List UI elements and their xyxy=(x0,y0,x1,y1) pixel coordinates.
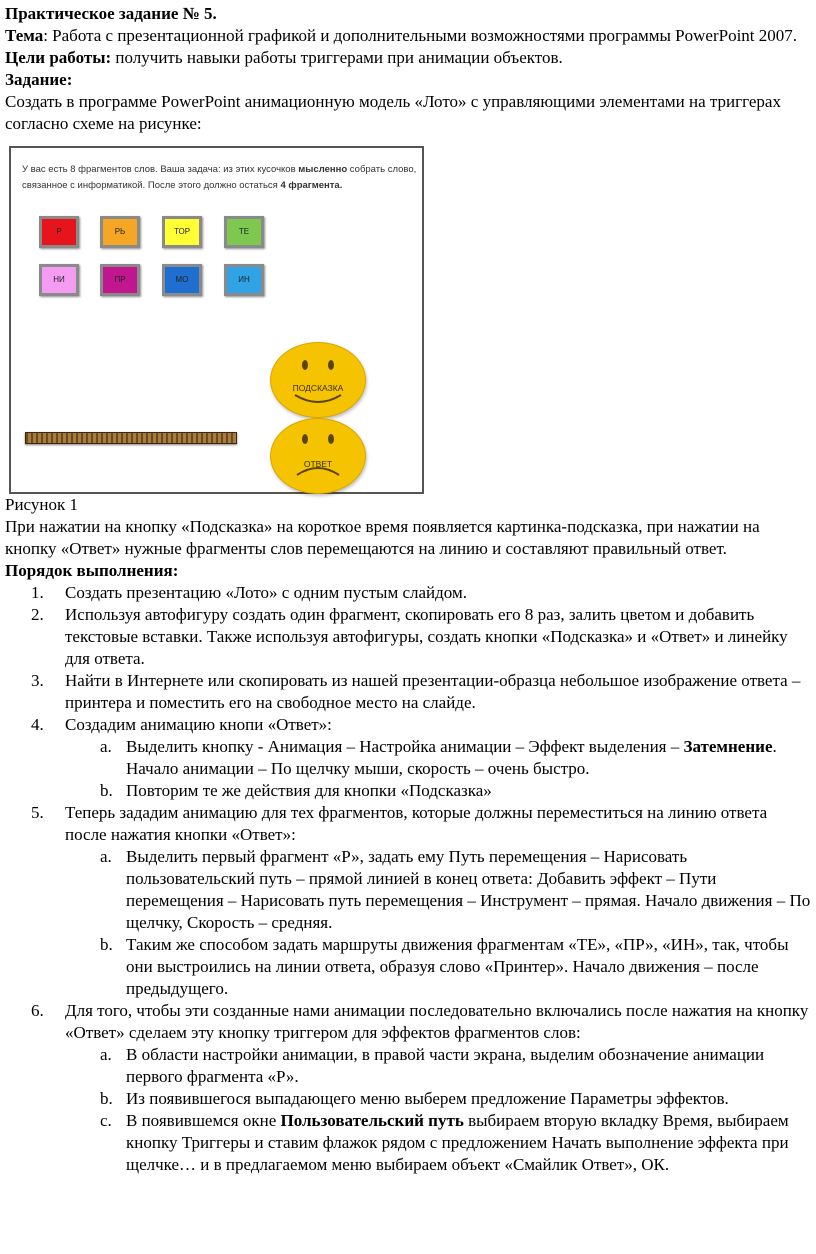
step-item: Используя автофигуру создать один фрагмент, скопировать его 8 раз, залить цветом и добавить текстовые вставки. Также используя автофигуры, создать кнопки «Подсказка» и «Ответ» и линейку для ответа. xyxy=(65,605,788,668)
task-text: Создать в программе PowerPoint анимационную модель «Лото» с управляющими элементами на триггерах согласно схеме на рисунке: xyxy=(5,92,781,133)
topic-label: Тема xyxy=(5,26,44,45)
slide-text-bold: 4 фрагмента. xyxy=(280,180,343,191)
substep-bold: Затемнение xyxy=(683,737,773,756)
hint-label: ПОДСКАЗКА xyxy=(292,383,344,393)
substep-text: выбираем вторую вкладку Время, выбираем кнопку Триггеры и ставим флажок рядом с предложением Начать выполнение эффекта при щелчке… и в предлагаемом меню выбираем объект «Смайлик Ответ», ОК. xyxy=(126,1111,789,1174)
substep-text: Выделить кнопку - Анимация – Настройка анимации – Эффект выделения – xyxy=(126,737,684,756)
answer-smiley-button[interactable] xyxy=(270,418,366,494)
step-text: Теперь зададим анимацию для тех фрагментов, которые должны переместиться на линию ответа после нажатия кнопки «Ответ»: xyxy=(65,803,768,844)
document-page xyxy=(5,3,811,1176)
hint-smiley-button[interactable] xyxy=(270,342,366,418)
step-item xyxy=(65,714,811,802)
step-item xyxy=(65,1000,811,1176)
answer-ruler xyxy=(25,432,237,444)
step-text: Создадим анимацию кнопи «Ответ»: xyxy=(65,715,332,734)
substep-text: . Начало анимации – По щелчку мыши, скорость – очень быстро. xyxy=(126,737,777,778)
word-fragment-tile: ПР xyxy=(100,264,140,296)
goal-text: получить навыки работы триггерами при анимации объектов. xyxy=(111,48,563,67)
task-label: Задание: xyxy=(5,70,73,89)
substep-item: Выделить первый фрагмент «Р», задать ему Путь перемещения – Нарисовать пользовательский путь – прямой линией в конец ответа: Добавить эффект – Пути перемещения – Нарисовать путь перемещения – Инструмент – прямая. Начало движения – По щелчку, Скорость – средняя. xyxy=(126,847,811,932)
word-fragment-tile: РЬ xyxy=(100,216,140,248)
loto-slide-figure xyxy=(9,146,424,494)
word-fragment-tile: ТОР xyxy=(162,216,202,248)
substep-item: В области настройки анимации, в правой части экрана, выделим обозначение анимации первого фрагмента «Р». xyxy=(126,1045,765,1086)
slide-instruction-text xyxy=(22,162,417,194)
slide-text-part: собрать слово, связанное с информатикой. После этого должно остаться xyxy=(22,164,417,191)
substep-item xyxy=(126,736,811,780)
substep-bold: Пользовательский путь xyxy=(280,1111,464,1130)
word-fragment-tile: МО xyxy=(162,264,202,296)
goal-line xyxy=(5,47,811,69)
word-fragment-tile: ТЕ xyxy=(224,216,264,248)
step-item xyxy=(65,802,811,1000)
substep-item: Повторим те же действия для кнопки «Подсказка» xyxy=(126,781,492,800)
slide-text-bold: мысленно xyxy=(298,164,348,175)
word-fragment-tile: НИ xyxy=(39,264,79,296)
step-text: Для того, чтобы эти созданные нами анимации последовательно включались после нажатия на кнопку «Ответ» сделаем эту кнопку триггером для эффектов фрагментов слов: xyxy=(65,1001,809,1042)
substep-text: В появившемся окне xyxy=(126,1111,281,1130)
procedure-heading: Порядок выполнения: xyxy=(5,561,179,580)
goal-label: Цели работы: xyxy=(5,48,112,67)
word-fragment-tile: Р xyxy=(39,216,79,248)
doc-title: Практическое задание № 5. xyxy=(5,4,217,23)
answer-label: ОТВЕТ xyxy=(303,459,333,469)
topic-text: : Работа с презентационной графикой и дополнительными возможностями программы PowerPoint 2007. xyxy=(43,26,798,45)
figure-caption: Рисунок 1 xyxy=(5,495,78,514)
slide-text-part: У вас есть 8 фрагментов слов. Ваша задача: из этих кусочков xyxy=(22,164,299,175)
substeps-list xyxy=(65,1044,811,1176)
topic-line xyxy=(5,25,811,47)
description-text: При нажатии на кнопку «Подсказка» на короткое время появляется картинка-подсказка, при нажатии на кнопку «Ответ» нужные фрагменты слов перемещаются на линию и составляют правильный ответ. xyxy=(5,517,760,558)
step-item: Создать презентацию «Лото» с одним пустым слайдом. xyxy=(65,583,467,602)
steps-list xyxy=(5,582,811,1176)
word-fragment-tile: ИН xyxy=(224,264,264,296)
substep-item: Таким же способом задать маршруты движения фрагментам «ТЕ», «ПР», «ИН», так, чтобы они выстроились на линии ответа, образуя слово «Принтер». Начало движения – после предыдущего. xyxy=(126,935,789,998)
substep-item: Из появившегося выпадающего меню выберем предложение Параметры эффектов. xyxy=(126,1089,729,1108)
substep-item xyxy=(126,1110,811,1176)
substeps-list xyxy=(65,846,811,1000)
substeps-list xyxy=(65,736,811,802)
step-item: Найти в Интернете или скопировать из нашей презентации-образца небольшое изображение ответа – принтера и поместить его на свободное место на слайде. xyxy=(65,671,801,712)
